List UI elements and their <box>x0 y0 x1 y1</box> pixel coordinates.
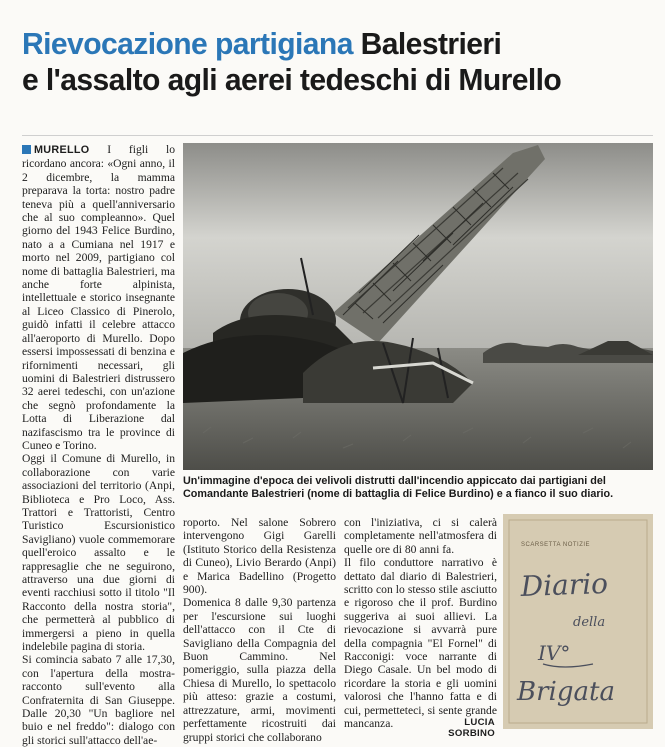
wrecked-aircraft-illustration <box>183 143 653 470</box>
historical-photo <box>183 143 653 470</box>
article-column-2 <box>183 516 336 744</box>
article-paragraph: con l'iniziativa, ci si calerà completamente nell'atmosfera di quelle ore di 80 anni fa. <box>344 516 497 556</box>
headline-line2: e l'assalto agli aerei tedeschi di Murello <box>22 62 562 97</box>
article-column-3 <box>344 516 497 731</box>
article-paragraph <box>22 143 175 452</box>
byline: LUCIA SORBINO <box>448 717 495 739</box>
headline-kicker: Rievocazione partigiana <box>22 26 353 61</box>
location-marker-icon <box>22 145 31 154</box>
photo-caption: Un'immagine d'epoca dei velivoli distrutti dall'incendio appiccato dai partigiani del Comandante Balestrieri (nome di battaglia di Felice Burdino) e a fianco il suo diario. <box>183 475 614 501</box>
article-paragraph: Si comincia sabato 7 alle 17,30, con l'apertura della mostra-racconto sull'evento alla Confraternita di San Giuseppe. Dalle 20,30 "Un bagliore nel buio e nel freddo": dialogo con gli storici sull'attacco dell'ae- <box>22 653 175 747</box>
headline-divider <box>22 135 653 136</box>
headline <box>22 26 633 98</box>
diary-header: SCARSETTA NOTIZIE <box>521 542 591 548</box>
diary-title-line2: della <box>573 615 606 630</box>
diary-cover-photo <box>503 514 653 729</box>
diary-title-line3: IV° <box>538 641 571 665</box>
article-location: MURELLO <box>34 144 90 156</box>
article-paragraph: Domenica 8 dalle 9,30 partenza per l'escursione sui luoghi dell'attacco con il Cte di Savigliano della Compagnia del Buon Cammino. Nel pomeriggio, sulla piazza della Chiesa di Murello, lo spettacolo più atteso: grazie a costumi, attrezzature, armi, movimenti perfettamente ricostruiti dai gruppi storici che collaborano <box>183 596 336 744</box>
diary-handwriting <box>503 514 653 729</box>
article-paragraph: roporto. Nel salone Sobrero intervengono Gigi Garelli (Istituto Storico della Resistenza di Cuneo), Livio Berardo (Anpi) e Marica Badellino (Progetto 900). <box>183 516 336 597</box>
article-paragraph: Il filo conduttore narrativo è dettato dal diario di Balestrieri, scritto con lo stesso stile asciutto e rigoroso che il prof. Burdino suggeriva ai suoi allievi. La rievocazione si avvarrà pure della compagnia "El Fornel" di Racconigi: voce narrante di Diego Casale. Un bel modo di ricordare la storia e gli uomini valorosi che l'hanno fatta e di cui, permetteteci, si sente grande mancanza. <box>344 556 497 731</box>
headline-name: Balestrieri <box>360 26 502 61</box>
diary-title-line1: Diario <box>520 566 609 603</box>
article-text: I figli lo ricordano ancora: «Ogni anno, il 2 dicembre, la mamma preparava la torta: nostro padre teneva più a quell'anniversario che al suo compleanno». Quel giorno del 1943 Felice Burdino, nato a a Cumiana nel 1917 e morto nel 2009, partigiano col nome di battaglia Balestrieri, ma anche forte alpinista, intellettuale e storico insegnante al Liceo Classico di Pinerolo, guidò infatti il celebre attacco all'aeroporto di Murello. Dopo essersi impossessati di benzina e rifornimenti necessari, gli uomini di Balestrieri distrussero 32 aerei tedeschi, con un'azione che segnò profondamente la Lotta di Liberazione dal nazifascismo tra le province di Cuneo e Torino. <box>22 143 176 452</box>
article-paragraph: Oggi il Comune di Murello, in collaborazione con varie associazioni del territorio (Anpi, Biblioteca e Pro Loco, Ass. Trattori e Trattoristi, Centro Turistico Escursionistico Savigliano) vuole commemorare quell'eroico assalto e le rappresaglie che ne seguirono, attraverso una due giorni di eventi racchiusi sotto il titolo "Il Racconto della nostra storia", che permetterà al pubblico di immergersi a pieno in quella indelebile pagina di storia. <box>22 452 175 654</box>
article-column-1 <box>22 143 175 747</box>
diary-title-line4: Brigata <box>517 677 615 707</box>
